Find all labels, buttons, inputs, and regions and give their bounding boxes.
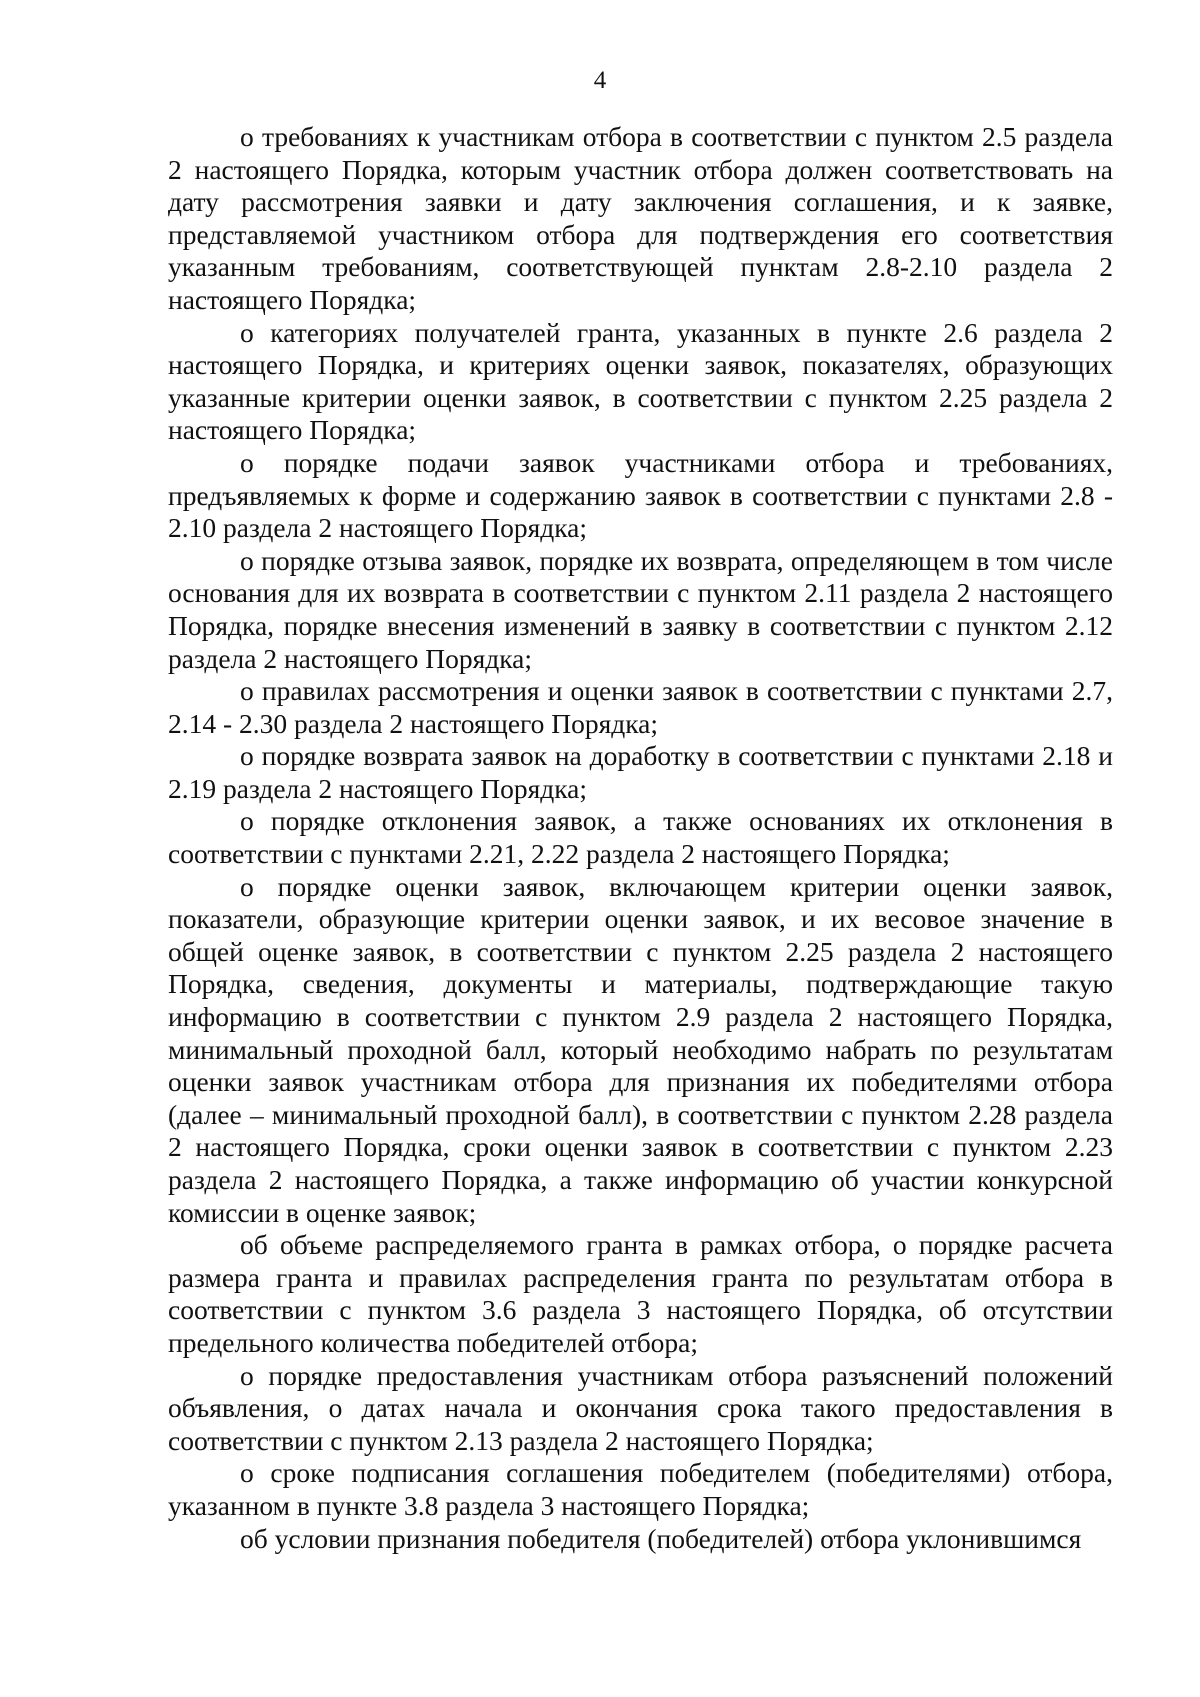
paragraph: о порядке отклонения заявок, а также основаниях их отклонения в соответствии с пунктами 2.21, 2.22 раздела 2 настоящего Порядка; <box>168 805 1113 870</box>
paragraph: о порядке оценки заявок, включающем критерии оценки заявок, показатели, образующие критерии оценки заявок, и их весовое значение в общей оценке заявок, в соответствии с пунктом 2.25 раздела 2 настоящего Порядка, сведения, документы и материалы, подтверждающие такую информацию в соответствии с пунктом 2.9 раздела 2 настоящего Порядка, минимальный проходной балл, который необходимо набрать по результатам оценки заявок участникам отбора для признания их победителями отбора (далее – минимальный проходной балл), в соответствии с пунктом 2.28 раздела 2 настоящего Порядка, сроки оценки заявок в соответствии с пунктом 2.23 раздела 2 настоящего Порядка, а также информацию об участии конкурсной комиссии в оценке заявок; <box>168 870 1113 1228</box>
paragraph: о порядке возврата заявок на доработку в соответствии с пунктами 2.18 и 2.19 раздела 2 настоящего Порядка; <box>168 740 1113 804</box>
paragraph: о порядке предоставления участникам отбора разъяснений положений объявления, о датах начала и окончания срока такого предоставления в соответствии с пунктом 2.13 раздела 2 настоящего Порядка; <box>168 1359 1113 1456</box>
paragraph: о сроке подписания соглашения победителем (победителями) отбора, указанном в пункте 3.8 раздела 3 настоящего Порядка; <box>168 1457 1113 1521</box>
paragraph: о порядке отзыва заявок, порядке их возврата, определяющем в том числе основания для их возврата в соответствии с пунктом 2.11 раздела 2 настоящего Порядка, порядке внесения изменений в заявку в соответствии с пунктом 2.12 раздела 2 настоящего Порядка; <box>168 544 1113 674</box>
paragraph: об объеме распределяемого гранта в рамках отбора, о порядке расчета размера гранта и правилах распределения гранта по результатам отбора в соответствии с пунктом 3.6 раздела 3 настоящего Порядка, об отсутствии предельного количества победителей отбора; <box>168 1229 1113 1358</box>
paragraph: о категориях получателей гранта, указанных в пункте 2.6 раздела 2 настоящего Порядка, и критериях оценки заявок, показателях, образующих указанные критерии оценки заявок, в соответствии с пунктом 2.25 раздела 2 настоящего Порядка; <box>168 316 1113 446</box>
paragraph: о порядке подачи заявок участниками отбора и требованиях, предъявляемых к форме и содержанию заявок в соответствии с пунктами 2.8 - 2.10 раздела 2 настоящего Порядка; <box>168 446 1113 544</box>
document-body <box>168 121 1113 1555</box>
page-number: 4 <box>593 67 607 94</box>
paragraph: об условии признания победителя (победителей) отбора уклонившимся <box>240 1522 1082 1554</box>
paragraph: о требованиях к участникам отбора в соответствии с пунктом 2.5 раздела 2 настоящего Порядка, которым участник отбора должен соответствовать на дату рассмотрения заявки и дату заключения соглашения, и к заявке, представляемой участником отбора для подтверждения его соответствия указанным требованиям, соответствующей пунктам 2.8-2.10 раздела 2 настоящего Порядка; <box>168 121 1113 315</box>
paragraph: о правилах рассмотрения и оценки заявок в соответствии с пунктами 2.7, 2.14 - 2.30 раздела 2 настоящего Порядка; <box>168 675 1113 739</box>
